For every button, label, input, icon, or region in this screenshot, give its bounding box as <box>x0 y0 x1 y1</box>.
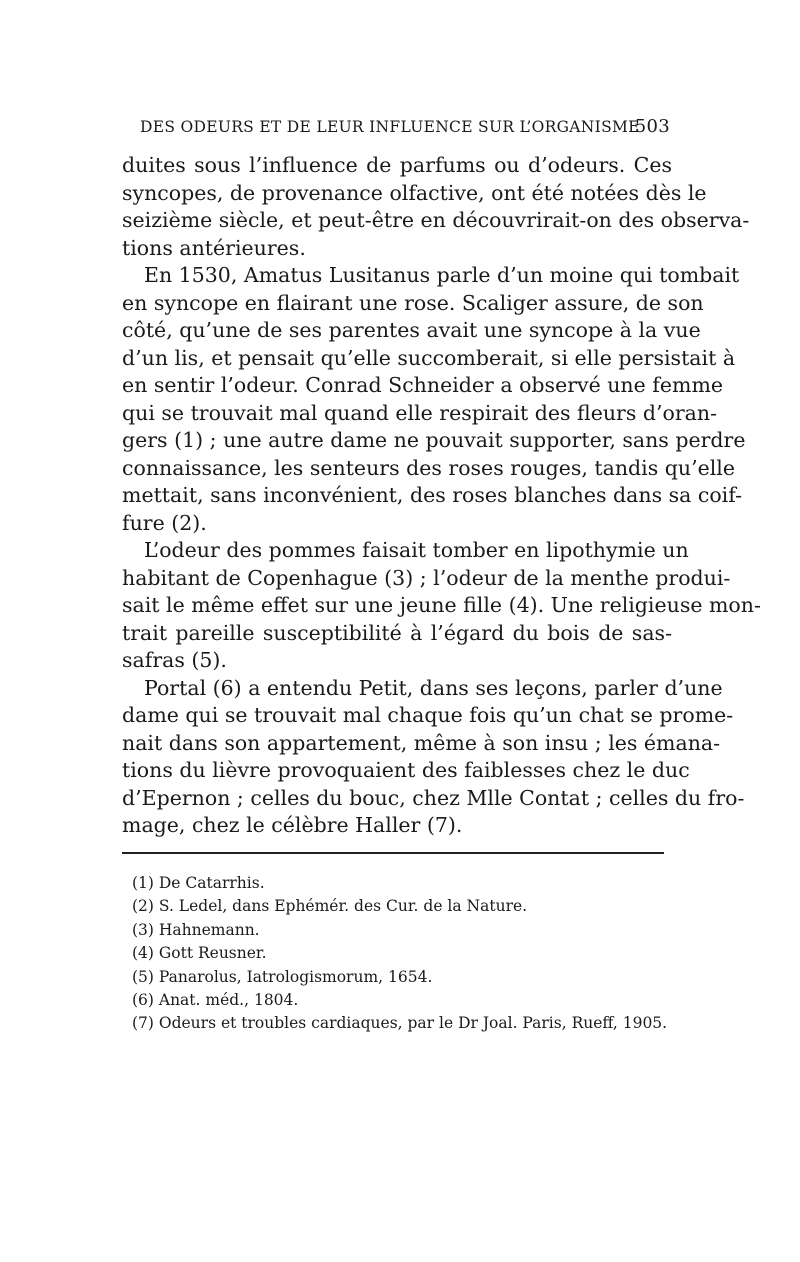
footnote: (3) Hahnemann. <box>132 920 260 939</box>
text-line: mage, chez le célèbre Haller (7). <box>122 813 463 837</box>
footnote: (6) Anat. méd., 1804. <box>132 990 299 1009</box>
footnotes <box>132 872 672 1036</box>
text-line: d’Epernon ; celles du bouc, chez Mlle Contat ; celles du fro- <box>122 785 745 810</box>
footnote-divider <box>122 852 664 854</box>
text-line: mettait, sans inconvénient, des roses blanches dans sa coif- <box>122 483 743 507</box>
text-line: En 1530, Amatus Lusitanus parle d’un moine qui tombait <box>144 263 740 287</box>
page-number: 503 <box>634 116 670 137</box>
text-line: habitant de Copenhague (3) ; l’odeur de la menthe produi- <box>122 565 731 590</box>
running-head <box>140 115 670 139</box>
text-line: en sentir l’odeur. Conrad Schneider a observé une femme <box>122 373 724 397</box>
text-line: qui se trouvait mal quand elle respirait des fleurs d’oran- <box>122 400 718 425</box>
text-line: dame qui se trouvait mal chaque fois qu’un chat se prome- <box>122 703 734 727</box>
text-line: connaissance, les senteurs des roses rouges, tandis qu’elle <box>122 455 735 480</box>
text-line: Portal (6) a entendu Petit, dans ses leçons, parler d’une <box>144 675 723 700</box>
text-line: gers (1) ; une autre dame ne pouvait supporter, sans perdre <box>122 428 746 452</box>
running-title: DES ODEURS ET DE LEUR INFLUENCE SUR L’ORGANISME <box>140 118 640 136</box>
text-line: nait dans son appartement, même à son insu ; les émana- <box>122 730 721 755</box>
text-line: duites sous l’influence de parfums ou d’odeurs. Ces <box>122 153 672 177</box>
text-line: tions du lièvre provoquaient des faiblesses chez le duc <box>122 758 690 782</box>
text-line: tions antérieures. <box>122 235 306 260</box>
text-line: d’un lis, et pensait qu’elle succomberait, si elle persistait à <box>122 345 736 370</box>
footnote: (4) Gott Reusner. <box>132 944 267 963</box>
text-line: L’odeur des pommes faisait tomber en lipothymie un <box>144 538 689 562</box>
text-line: en syncope en flairant une rose. Scaliger assure, de son <box>122 290 704 315</box>
text-line: fure (2). <box>122 510 207 535</box>
footnote: (2) S. Ledel, dans Ephémér. des Cur. de la Nature. <box>132 897 528 916</box>
body-text <box>122 152 761 840</box>
text-line: sait le même effet sur une jeune fille (4). Une religieuse mon- <box>122 593 761 617</box>
text-line: safras (5). <box>122 648 227 672</box>
footnote: (1) De Catarrhis. <box>132 874 265 892</box>
footnote: (7) Odeurs et troubles cardiaques, par le Dr Joal. Paris, Rueff, 1905. <box>132 1014 668 1033</box>
text-line: syncopes, de provenance olfactive, ont été notées dès le <box>122 180 707 205</box>
footnote: (5) Panarolus, Iatrologismorum, 1654. <box>132 967 433 986</box>
text-line: trait pareille susceptibilité à l’égard du bois de sas- <box>122 620 672 645</box>
text-line: seizième siècle, et peut-être en découvrirait-on des observa- <box>122 208 750 232</box>
text-line: côté, qu’une de ses parentes avait une syncope à la vue <box>122 318 701 342</box>
